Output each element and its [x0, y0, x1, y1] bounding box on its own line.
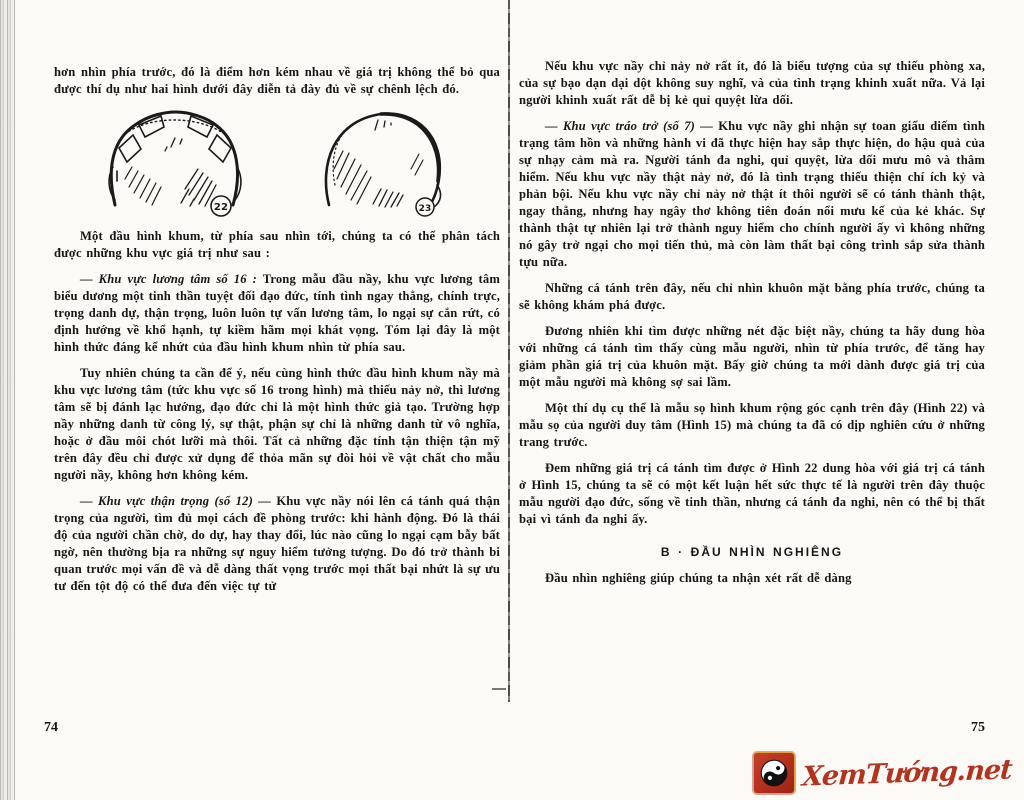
- skull-back-view-smooth-icon: [313, 107, 459, 219]
- figure-label: 22: [213, 202, 229, 213]
- page-number-right: 75: [971, 720, 985, 735]
- skull-back-view-segmented-icon: [95, 107, 255, 219]
- scan-edge-artifact: [0, 0, 15, 800]
- paragraph: Những cá tánh trên đây, nếu chỉ nhìn khuôn mặt bằng phía trước, chúng ta sẽ không khám phá được.: [519, 281, 985, 312]
- watermark: [753, 752, 1012, 794]
- paragraph-text: Trong mẫu đầu nầy, khu vực lương tâm biểu dương một tinh thần tuyệt đối đạo đức, tính tình ngay thẳng, chính trực, trọng danh dự, thận trọng, luôn luôn tự vấn lương tâm, lo ngại sự cắn rứt, có định hướng về khổ hạnh, tự kiềm hãm mọi khát vọng. Tóm lại đây là một hình thức đáng kể nhứt của đầu hình khum nhìn từ phía sau.: [54, 272, 500, 354]
- paragraph: Đầu nhìn nghiêng giúp chúng ta nhận xét rất dễ dàng: [545, 571, 852, 585]
- right-page: [519, 58, 985, 587]
- gutter-mark: [492, 688, 506, 690]
- paragraph-lead: — Khu vực thận trọng (số 12) —: [80, 494, 271, 508]
- paragraph: Đương nhiên khi tìm được những nét đặc biệt nầy, chúng ta hãy dung hòa với những cá tánh tìm thấy cùng mẫu người, nhìn từ phía trước, để tăng hay giảm phần giá trị của khuôn mặt. Bấy giờ chúng ta mới dành được giá trị của một mẫu người mà không sợ sai lầm.: [519, 324, 985, 389]
- paragraph: [519, 118, 985, 271]
- paragraph-lead: — Khu vực tráo trở (số 7) —: [545, 119, 713, 133]
- paragraph-lead: — Khu vực lương tâm số 16 :: [80, 272, 257, 286]
- figure-label: 23: [418, 204, 432, 214]
- paragraph: [54, 271, 500, 356]
- watermark-text: XemTướng.net: [801, 753, 1014, 793]
- paragraph: Một thí dụ cụ thể là mẫu sọ hình khum rộng góc cạnh trên đây (Hình 22) và mẫu sọ của người duy tâm (Hình 15) mà chúng ta đã có dịp nghiên cứu ở những trang trước.: [519, 401, 985, 449]
- paragraph: Nếu khu vực nầy chỉ nảy nở rất ít, đó là biểu tượng của sự thiếu phòng xa, của sự bạo dạn dại dột không suy nghĩ, và của tình trạng khinh xuất nữa. Vả lại người khinh xuất rất dễ bị kẻ quỉ quyệt lừa dối.: [519, 59, 985, 107]
- paragraph-text: Khu vực nầy nói lên cá tánh quá thận trọng của người, tìm đủ mọi cách đề phòng trước: khi hành động. Đó là thái độ của người chần chờ, do dự, hay thay đổi, lúc nào cũng lo ngại cạm bẫy bất ngờ, nên thường bịa ra những sự nguy hiểm tưởng tượng. Do đó trở thành bi quan trước mọi vấn đề và dễ dàng thất vọng trước mọi thất bại nhứt là sự ưu tư đến tột độ có thể đưa đến việc tự tử: [54, 494, 500, 593]
- left-page: [54, 64, 500, 595]
- yin-yang-icon: [753, 752, 795, 794]
- skull-figures: [54, 107, 500, 219]
- paragraph-text: Khu vực nầy ghi nhận sự toan giấu diếm tình trạng tâm hồn và những hành vi đã thực hiện hay sắp thực hiện, do hậu quả của sự nhạy cảm mà ra. Người tánh đa nghi, quỉ quyệt, lừa dối mưu mô và thâm hiểm. Nếu khu vực nầy thật nảy nở, đó là tình trạng thiếu thiện chí ích kỷ và phản bội. Nếu khu vực nầy chỉ nảy nở thật ít thôi người sẽ có tánh thành thật, ngay thẳng, nhưng hay ngây thơ không tiên đoán nổi mưu kế của kẻ khác. Sự thành thật tự nhiên lại trở thành nguy hiểm cho chính người ấy vì không những nó gây trở ngại cho mọi tiến thủ, mà còn làm thất bại công trình sắp sửa thành tựu nữa.: [519, 119, 985, 269]
- section-heading: B · ĐẦU NHÌN NGHIÊNG: [660, 545, 844, 559]
- page-number-left: 74: [44, 720, 58, 735]
- page-gutter-line: [508, 0, 510, 702]
- paragraph: Tuy nhiên chúng ta cần để ý, nếu cùng hình thức đầu hình khum nầy mà khu vực lương tâm (tức khu vực số 16 trong hình) mà thiếu nảy nở, thì lương tâm sẽ bị đánh lạc hướng, đạo đức chỉ là một hình thức giả tạo. Trường hợp nầy những danh từ công lý, sự thật, phận sự chỉ là những danh từ vô nghĩa, hoặc ở đầu môi chót lưỡi mà thôi. Tất cả những đặc tính tận thiện tận mỹ trên đây đều chỉ được xử dụng để thỏa mãn sự đòi hỏi về vật chất cho mẫu người nầy, không hơn không kém.: [54, 366, 500, 482]
- paragraph: [54, 493, 500, 595]
- paragraph: hơn nhìn phía trước, đó là điểm hơn kém nhau về giá trị không thể bỏ qua được thí dụ như hai hình dưới đây diễn tả đày đủ về sự chênh lệch đó.: [54, 65, 500, 96]
- paragraph: Một đầu hình khum, từ phía sau nhìn tới, chúng ta có thể phân tách được những khu vực giá trị như sau :: [54, 229, 500, 260]
- paragraph: Đem những giá trị cá tánh tìm được ở Hình 22 dung hòa với giá trị cá tánh ở Hình 15, chúng ta sẽ có một kết luận hết sức thực tế là người trên đây thuộc mẫu người đạo đức, sống về tinh thần, nhưng cá tánh đa nghi, nên có thể bị thất bại vì tánh đa nghi ấy.: [519, 461, 985, 526]
